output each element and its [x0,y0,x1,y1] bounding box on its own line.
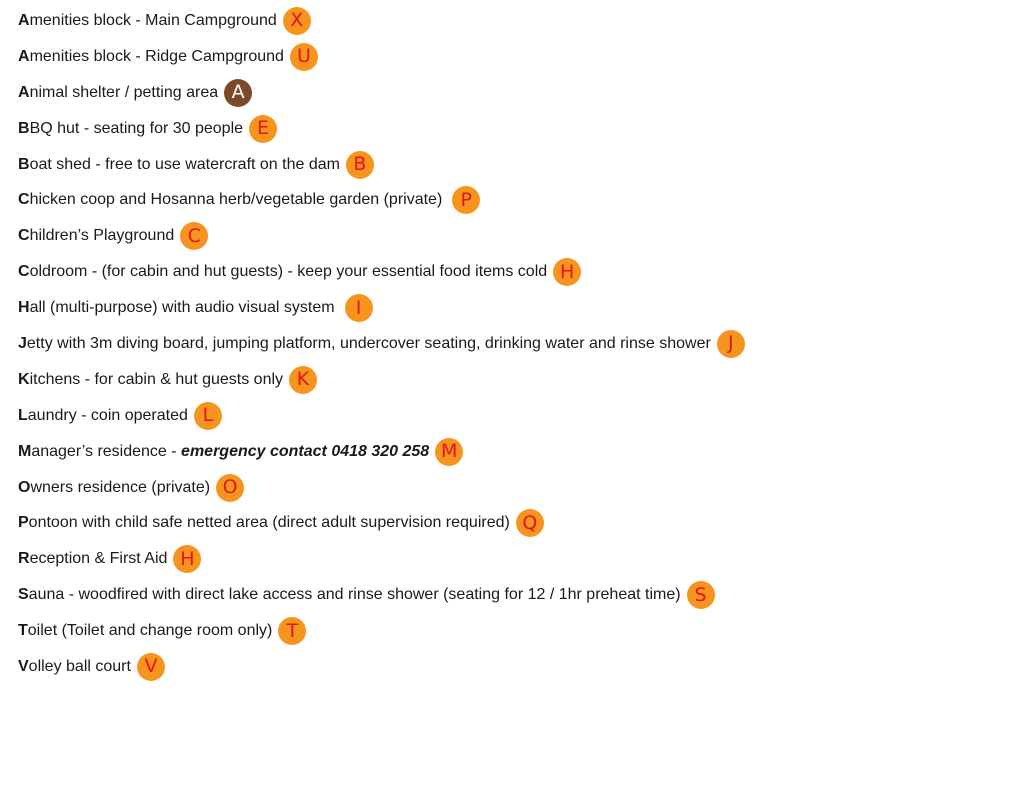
map-marker-icon: X [283,7,311,35]
legend-item [18,398,1026,434]
item-text: auna - woodfired with direct lake access and rinse shower (seating for 12 / 1hr preheat time) [28,586,681,604]
item-initial: T [18,622,28,640]
map-marker-icon: E [249,115,277,143]
map-marker-icon: S [687,581,715,609]
item-initial: B [18,119,30,137]
item-text: menities block - Main Campground [29,11,277,29]
map-marker-icon: C [180,222,208,250]
item-initial: M [18,442,32,460]
map-marker-icon: A [224,79,252,107]
item-initial: A [18,11,30,29]
map-marker-icon: B [346,151,374,179]
map-marker-icon: J [717,330,745,358]
legend-item [18,147,1026,183]
item-text: nimal shelter / petting area [29,83,219,101]
legend-item [18,218,1026,254]
item-text: wners residence (private) [30,478,211,496]
item-initial: R [18,550,30,568]
map-marker-icon: L [194,402,222,430]
map-marker-icon: I [345,294,373,322]
legend-item [18,290,1026,326]
item-text: olley ball court [28,657,131,675]
map-marker-icon: M [435,438,463,466]
legend-item [18,326,1026,362]
item-initial: S [18,586,29,604]
legend-item [18,182,1026,218]
map-marker-icon: H [553,258,581,286]
map-marker-icon: T [278,617,306,645]
item-text: all (multi-purpose) with audio visual system [29,299,335,317]
item-initial: O [18,478,31,496]
legend-item [18,649,1026,685]
facility-legend [18,3,1026,685]
item-text: BQ hut - seating for 30 people [29,119,244,137]
map-marker-icon: V [137,653,165,681]
item-text: etty with 3m diving board, jumping platform, undercover seating, drinking water and rinse shower [26,334,711,352]
legend-item [18,541,1026,577]
item-initial: A [18,83,30,101]
legend-item [18,111,1026,147]
item-text: hildren’s Playground [29,227,175,245]
item-text: aundry - coin operated [27,406,188,424]
legend-item [18,362,1026,398]
item-initial: H [18,299,30,317]
legend-item [18,3,1026,39]
item-initial: C [18,227,30,245]
item-initial: A [18,47,30,65]
item-text: hicken coop and Hosanna herb/vegetable garden (private) [29,191,443,209]
legend-item [18,505,1026,541]
legend-item [18,613,1026,649]
map-marker-icon: H [173,545,201,573]
item-text: ontoon with child safe netted area (direct adult supervision required) [28,514,510,532]
emergency-contact: emergency contact 0418 320 258 [181,442,430,460]
item-text: itchens - for cabin & hut guests only [29,370,284,388]
map-marker-icon: K [289,366,317,394]
item-initial: J [18,334,27,352]
item-text: eception & First Aid [29,550,168,568]
item-initial: C [18,191,30,209]
item-text: oat shed - free to use watercraft on the dam [29,155,340,173]
item-text: oilet (Toilet and change room only) [27,622,273,640]
item-text: oldroom - (for cabin and hut guests) - keep your essential food items cold [29,263,548,281]
item-initial: K [18,370,30,388]
map-marker-icon: U [290,43,318,71]
item-initial: L [18,406,28,424]
item-initial: C [18,263,30,281]
legend-item [18,470,1026,506]
legend-item [18,254,1026,290]
map-marker-icon: Q [516,509,544,537]
legend-item [18,577,1026,613]
item-initial: P [18,514,29,532]
map-marker-icon: O [216,474,244,502]
item-initial: V [18,657,29,675]
item-text: menities block - Ridge Campground [29,47,284,65]
legend-item [18,39,1026,75]
legend-item [18,75,1026,111]
legend-item [18,434,1026,470]
map-marker-icon: P [452,186,480,214]
item-initial: B [18,155,30,173]
item-text: anager’s residence - [31,442,182,460]
